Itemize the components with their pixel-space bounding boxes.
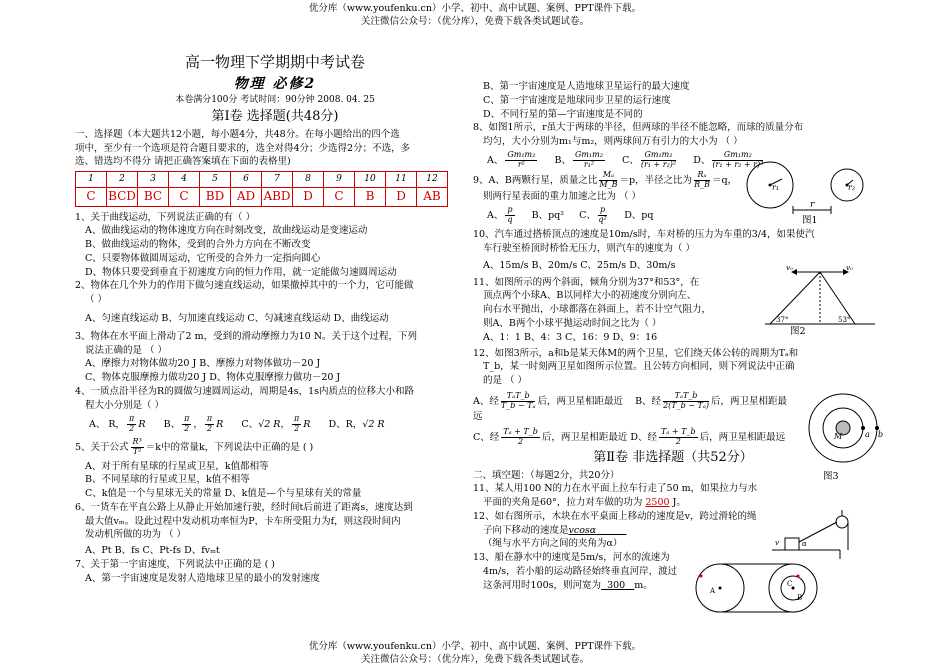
q7-option-a: A、第一宇宙速度是发射人造地球卫星的最小的发射速度 (85, 572, 320, 584)
q12-stem-1: 12、如图3所示，a和b是某天体M的两个卫星，它们绕天体公转的周期为Tₐ和 (473, 347, 799, 359)
q5-formula: $\frac{\text{R³}}{\text{T²}}$ (132, 436, 142, 456)
q7-stem: 7、关于第一宇宙速度，下列说法中正确的是 ( ) (75, 558, 275, 570)
angle-53-label: 53° (838, 316, 851, 324)
q9-stem: 9、A、B两颗行星，质量之比 $\frac{\text{Mₐ}}{M\_B}$ ＝p，半径之比为 $\frac{\text{Rₐ}}{R\_B}$ ＝q， (473, 170, 738, 190)
answer-cell: B (355, 188, 386, 206)
q7-option-b: B、第一宇宙速度是人造地球卫星运行的最大速度 (483, 81, 690, 92)
answer-cell: AB (417, 188, 448, 206)
header-line-2: 关注微信公众号：（优分库），免费下载各类试题试卷。 (360, 15, 589, 27)
part1-intro-2: 项中，至少有一个选项是符合题目要求的，选全对得4分；少选得2分；不选，多 (75, 142, 411, 154)
q6-stem-2: 最大值vₘ。设此过程中发动机功率恒为P，卡车所受阻力为f，则这段时间内 (85, 515, 401, 527)
q6-options: A、Pt B、fs C、Pt-fs D、fvₘt (85, 545, 220, 557)
q4-opt-b: B、 (163, 419, 181, 431)
q8-option-label: C、 (622, 154, 639, 166)
q1-option-b: B、做曲线运动的物体，受到的合外力方向在不断改变 (85, 239, 311, 251)
part1-intro-3: 选、错选均不得分 请把正确答案填在下面的表格里) (75, 156, 291, 168)
q8-option-label: B、 (554, 154, 571, 166)
q8-stem-1: 8、如图1所示，r虽大于两球的半径，但两球的半径不能忽略，而球的质量分布 (473, 122, 804, 134)
q11-stem-2: 顶点两个小球A、B以同样大小的初速度分别向左、 (483, 290, 697, 302)
alpha-label: α (802, 540, 807, 548)
q1-option-a: A、做曲线运动的物体速度方向在时刻改变，故曲线运动是变速运动 (85, 225, 368, 237)
answer-number-cell: 3 (138, 172, 169, 188)
v0-right-label: v₀ (846, 264, 853, 272)
q2-stem-1: 2、物体在几个外力的作用下做匀速直线运动，如果撤掉其中的一个力，它可能做 (75, 280, 414, 292)
block (785, 538, 799, 550)
part1-intro-1: 一、选择题（本大题共12小题，每小题4分，共48分。在每小题给出的四个选 (75, 128, 400, 140)
f13-answer: 300 (607, 579, 626, 591)
answer-cell: C (169, 188, 200, 206)
answer-number-cell: 6 (231, 172, 262, 188)
answer-number-cell: 5 (200, 172, 231, 188)
figure-2 (760, 262, 880, 330)
q9-stem-2: 则两行星表面的重力加速之比为 （ ） (483, 191, 642, 203)
q11-options: A、1：1 B、4：3 C、16：9 D、9：16 (483, 331, 658, 343)
q12-option-b-tail: 远 (473, 411, 483, 423)
q5-option-cd: C、k值是一个与星球无关的常量 D、k值是—个与星球有关的常量 (85, 488, 362, 500)
answer-table (75, 171, 448, 206)
answer-cell: C (76, 188, 107, 206)
footer-line-1: 优分库（www.youfenku.cn）小学、初中、高中试题、案例、PPT课件下载。 (308, 641, 642, 652)
f13-line-3: 这条河用时100s，则河宽为 300 m。 (483, 579, 653, 591)
f13-line-1: 13、船在静水中的速度是5m/s，河水的流速为 (473, 552, 670, 564)
B-label: B (797, 594, 803, 602)
q10-options: A、15m/s B、20m/s C、25m/s D、30m/s (483, 259, 676, 271)
v0-left-label: v₀ (786, 264, 793, 272)
answer-number-cell: 10 (355, 172, 386, 188)
f13-line-2: 4m/s，若小船的运动路径始终垂直河岸，渡过 (483, 565, 678, 577)
f12-line-2: 子向下移动的速度是vcosα (483, 524, 597, 536)
exam-subtitle: 物理 必修2 (233, 75, 317, 92)
answer-number-cell: 9 (324, 172, 355, 188)
q4-stem-2: 程大小分别是（ ） (85, 399, 165, 411)
f12-answer: vcosα (568, 524, 597, 536)
q10-stem-2: 车行驶至桥顶时桥恰无压力，则汽车的速度为（ ） (483, 243, 696, 255)
answer-row (76, 188, 448, 206)
answer-number-row (76, 172, 448, 188)
footer-line-2: 关注微信公众号：（优分库），免费下载各类试题试卷。 (360, 653, 589, 665)
answer-number-cell: 4 (169, 172, 200, 188)
q9-options: A、 $\frac{p}{q}$ B、pq² C、 $\frac{p}{\text{q²}}$ D、pq (487, 204, 654, 224)
q3-options-1: A、摩擦力对物体做功20 J B、摩擦力对物体做功－20 J (85, 358, 321, 370)
q4-opt-c: C、 (241, 419, 259, 431)
v-label: v (775, 539, 779, 547)
A-label: A (710, 587, 716, 595)
q12-stem-2: T_b，某一时刻两卫星如图所示位置。且公转方向相同，则下列说法中正确 (483, 361, 795, 373)
exam-title: 高一物理下学期期中考试卷 (184, 53, 365, 71)
exam-info: 本卷满分100分 考试时间：90分钟 2008. 04. 25 (175, 95, 375, 106)
answer-cell: BD (200, 188, 231, 206)
q12-options-ab: A、经 $\frac{\text{TₐT\_b}}{\text{T\_b − Tₐ}}$ 后，两卫星相距最近 B、经 $\frac{\text{TₐT\_b}}{\text{2(T\_b − Tₐ)}}$ 后，两卫星相距最 (473, 390, 787, 410)
q12-stem-3: 的是 （ ） (483, 375, 528, 387)
header-line-1: 优分库（www.youfenku.cn）小学、初中、高中试题、案例、PPT课件下载。 (308, 3, 642, 14)
q8-option-formula: $\frac{\text{Gm₁m₂}}{\text{r₁²}}$ (574, 149, 603, 169)
fill-intro: 二、填空题：（每题2分，共20分） (473, 469, 620, 481)
q8-stem-2: 均匀，大小分别为m₁与m₂，则两球间万有引力的大小为 （ ） (483, 136, 743, 148)
q3-stem-1: 3、物体在水平面上滑动了2 m，受到的滑动摩擦力为10 N。关于这个过程，下列 (75, 330, 418, 342)
f11-line-1: 11、某人用100 N的力在水平面上拉车行走了50 m，如果拉力与水 (473, 483, 758, 495)
q11-stem-1: 11、如图所示的两个斜面，倾角分别为37°和53°，在 (473, 276, 700, 288)
q6-stem-3: 发动机所做的功为 （ ） (85, 529, 187, 541)
q3-stem-2: 说法正确的是 （ ） (85, 344, 168, 356)
figure-3 (805, 390, 885, 470)
q12-options-cd: C、经 $\frac{\text{Tₐ + T\_b}}{2}$ 后，两卫星相距最近 D、经 $\frac{\text{Tₐ + T\_b}}{2}$ 后，两卫星相距最远 (473, 427, 786, 446)
q1-stem: 1、关于曲线运动，下列说法正确的有（ ） (75, 211, 256, 223)
figure-1-label: 图1 (802, 215, 818, 226)
q1-option-d: D、物体只要受到垂直于初速度方向的恒力作用，就一定能做匀速圆周运动 (85, 266, 397, 278)
answer-cell: AD (231, 188, 262, 206)
q2-options: A、匀速直线运动 B、匀加速直线运动 C、匀减速直线运动 D、曲线运动 (85, 312, 389, 324)
part1-title: 第Ⅰ卷 选择题(共48分) (211, 109, 339, 125)
f12-line-3: （绳与水平方向之间的夹角为α） (483, 538, 623, 550)
answer-cell: BCD (107, 188, 138, 206)
M-label: M (834, 432, 843, 441)
q8-option-formula: $\frac{\text{Gm₁m₂}}{\text{(r₁ + r₂)²}}$ (640, 149, 677, 169)
q4-options: A、 R， $\frac{\pi}{2}$ R B、 $\frac{\pi}{2}$ ， $\frac{\pi}{2}$ R C、√2 R， $\frac{\pi}{2}$ R D、R，√2 R (89, 414, 385, 434)
q8-option-formula: $\frac{\text{Gm₁m₂}}{\text{(r₁ + r₂ + r)²}}$ (712, 149, 764, 169)
figure-2-label: 图2 (790, 326, 806, 337)
q8-option-formula: $\frac{\text{Gm₁m₂}}{\text{r²}}$ (507, 149, 536, 169)
f11-line-2: 平面的夹角是60°，拉力对车做的功为 2500 J。 (483, 497, 686, 509)
f11-answer: 2500 (645, 497, 670, 509)
q10-stem-1: 10、汽车通过搭桥顶点的速度是10m/s时，车对桥的压力为车重的3/4，如果使汽 (473, 229, 815, 241)
pulley-figure (770, 510, 865, 560)
q7-option-d: D、不同行星的第—宇宙速度是不同的 (483, 108, 643, 120)
page-footer (0, 641, 950, 667)
page-header (0, 3, 950, 29)
left-column (75, 50, 475, 585)
q5-stem: 5、关于公式 $\frac{\text{R³}}{\text{T²}}$ ＝k中的常量k，下列说法中正确的是 ( ) (75, 436, 314, 456)
r2-label: r₂ (848, 183, 856, 192)
figure-3-label: 图3 (823, 471, 839, 482)
answer-number-cell: 2 (107, 172, 138, 188)
answer-cell: BC (138, 188, 169, 206)
q7-option-c: C、第一宇宙速度是地球同步卫星的运行速度 (483, 94, 671, 106)
q4-frac-a: $\frac{\pi}{2}$ (129, 414, 135, 434)
answer-cell: D (293, 188, 324, 206)
rope (799, 522, 837, 542)
q8-option-label: D、 (693, 154, 711, 166)
q1-option-c: C、只要物体做圆周运动，它所受的合外力一定指向圆心 (85, 252, 321, 264)
answer-number-cell: 12 (417, 172, 448, 188)
q4-stem-1: 4、一质点沿半径为R的圆做匀速圆周运动，周期是4s，1s内质点的位移大小和路 (75, 385, 415, 397)
answer-cell: C (324, 188, 355, 206)
wheels-figure (695, 558, 835, 620)
answer-cell: D (386, 188, 417, 206)
C-label: C (787, 580, 793, 588)
b-label: b (878, 430, 884, 439)
r-label: r (810, 200, 815, 210)
q11-stem-4: 则A、B两个小球平抛运动时间之比为（ ） (483, 317, 662, 329)
q5-option-b: B、不同星球的行星或卫星，k值不相等 (85, 474, 250, 486)
answer-cell: ABD (262, 188, 293, 206)
q8-option-label: A、 (487, 154, 504, 166)
q4-opt-a: A、 R， (89, 419, 126, 431)
answer-number-cell: 1 (76, 172, 107, 188)
pulley-wheel (836, 516, 848, 528)
q5-option-a: A、对于所有星球的行星或卫星，k值都相等 (85, 460, 269, 472)
answer-number-cell: 8 (293, 172, 324, 188)
a-label: a (865, 430, 870, 439)
q3-options-2: C、物体克服摩擦力做功20 J D、物体克服摩擦力做功－20 J (85, 372, 341, 384)
r1-label: r₁ (772, 183, 780, 192)
q6-stem-1: 6、一货车在平直公路上从静止开始加速行驶，经时间t后前进了距离s，速度达到 (75, 501, 413, 513)
part2-title: 第Ⅱ卷 非选择题（共52分） (593, 449, 753, 465)
q4-opt-d: D、R， (328, 419, 363, 431)
q2-stem-2: （ ） (85, 294, 108, 306)
answer-number-cell: 11 (386, 172, 417, 188)
q11-stem-3: 向右水平抛出，小球都落在斜面上，若不计空气阻力， (483, 304, 712, 316)
angle-37-label: 37° (776, 316, 789, 324)
answer-number-cell: 7 (262, 172, 293, 188)
f12-line-1: 12、如右图所示，木块在水平桌面上移动的速度是v，跨过滑轮的绳 (473, 510, 757, 522)
